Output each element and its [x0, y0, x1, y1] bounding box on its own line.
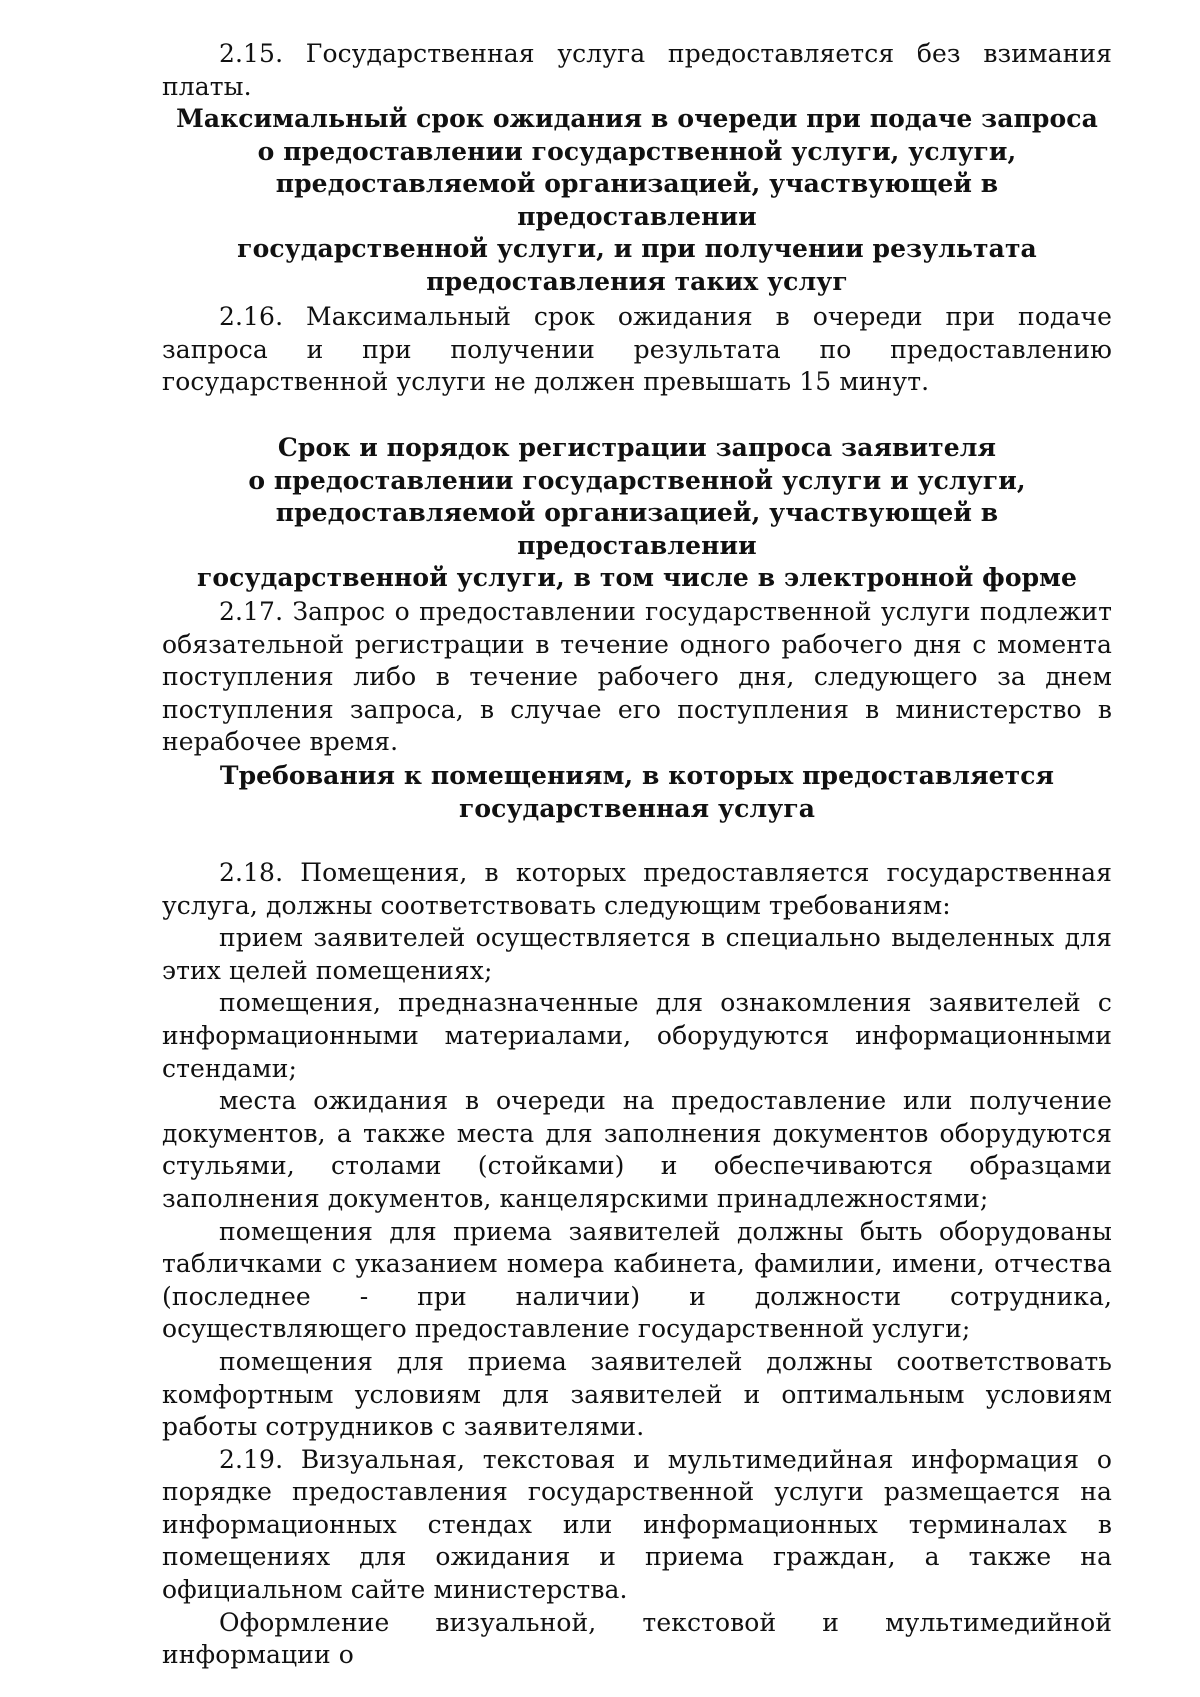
heading-line: Срок и порядок регистрации запроса заявителя	[277, 433, 997, 462]
paragraph-2-16-block	[162, 301, 1112, 399]
paragraph-2-15-block	[162, 38, 1112, 103]
heading-line: предоставляемой организацией, участвующей в предоставлении	[275, 498, 999, 560]
requirement-item: прием заявителей осуществляется в специально выделенных для этих целей помещениях;	[162, 923, 1112, 985]
paragraph-2-18: 2.18. Помещения, в которых предоставляется государственная услуга, должны соответствовать следующим требованиям:	[162, 858, 1112, 920]
heading-line: Максимальный срок ожидания в очереди при подаче запроса	[176, 104, 1098, 133]
heading-line: государственной услуги, в том числе в электронной форме	[196, 563, 1078, 593]
heading-line: о предоставлении государственной услуги и услуги,	[248, 465, 1026, 495]
heading-line: Требования к помещениям, в которых предоставляется	[219, 761, 1055, 790]
heading-line: государственной услуги, и при получении результата	[237, 234, 1037, 264]
heading-line: предоставления таких услуг	[426, 266, 848, 296]
paragraph-continuation: Оформление визуальной, текстовой и мультимедийной информации о	[162, 1607, 1112, 1670]
heading-registration	[162, 432, 1112, 595]
paragraph-2-17: 2.17. Запрос о предоставлении государственной услуги подлежит обязательной регистрации в течение одного рабочего дня с момента поступления либо в течение рабочего дня, следующего за днем поступления запроса, в случае его поступления в министерство в нерабочее время.	[162, 597, 1112, 757]
paragraph-2-19: 2.19. Визуальная, текстовая и мультимедийная информация о порядке предоставления государственной услуги размещается на информационных стендах или информационных терминалах в помещениях для ожидания и приема граждан, а также на официальном сайте министерства.	[162, 1444, 1112, 1605]
paragraph-2-17-block	[162, 596, 1112, 759]
requirement-item: помещения для приема заявителей должны быть оборудованы табличками с указанием номера кабинета, фамилии, имени, отчества (последнее - при наличии) и должности сотрудника, осуществляющего предоставление государственной услуги;	[162, 1216, 1112, 1344]
heading-line: о предоставлении государственной услуги, услуги,	[257, 136, 1017, 166]
paragraph-2-16: 2.16. Максимальный срок ожидания в очереди при подаче запроса и при получении результата по предоставлению государственной услуги не должен превышать 15 минут.	[162, 302, 1112, 397]
heading-line: предоставляемой организацией, участвующей в предоставлении	[275, 169, 999, 231]
heading-premises	[162, 760, 1112, 825]
requirement-item: помещения для приема заявителей должны соответствовать комфортным условиям для заявителей и оптимальным условиям работы сотрудников с заявителями.	[162, 1346, 1112, 1442]
heading-line: государственная услуга	[458, 793, 816, 823]
requirement-item: помещения, предназначенные для ознакомления заявителей с информационными материалами, оборудуются информационными стендами;	[162, 988, 1112, 1083]
paragraph-2-15: 2.15. Государственная услуга предоставляется без взимания платы.	[162, 39, 1112, 101]
heading-queue-wait	[162, 103, 1112, 299]
premises-requirements-block	[162, 857, 1112, 1672]
requirement-item: места ожидания в очереди на предоставление или получение документов, а также места для заполнения документов оборудуются стульями, столами (стойками) и обеспечиваются образцами заполнения документов, канцелярскими принадлежностями;	[162, 1086, 1112, 1213]
